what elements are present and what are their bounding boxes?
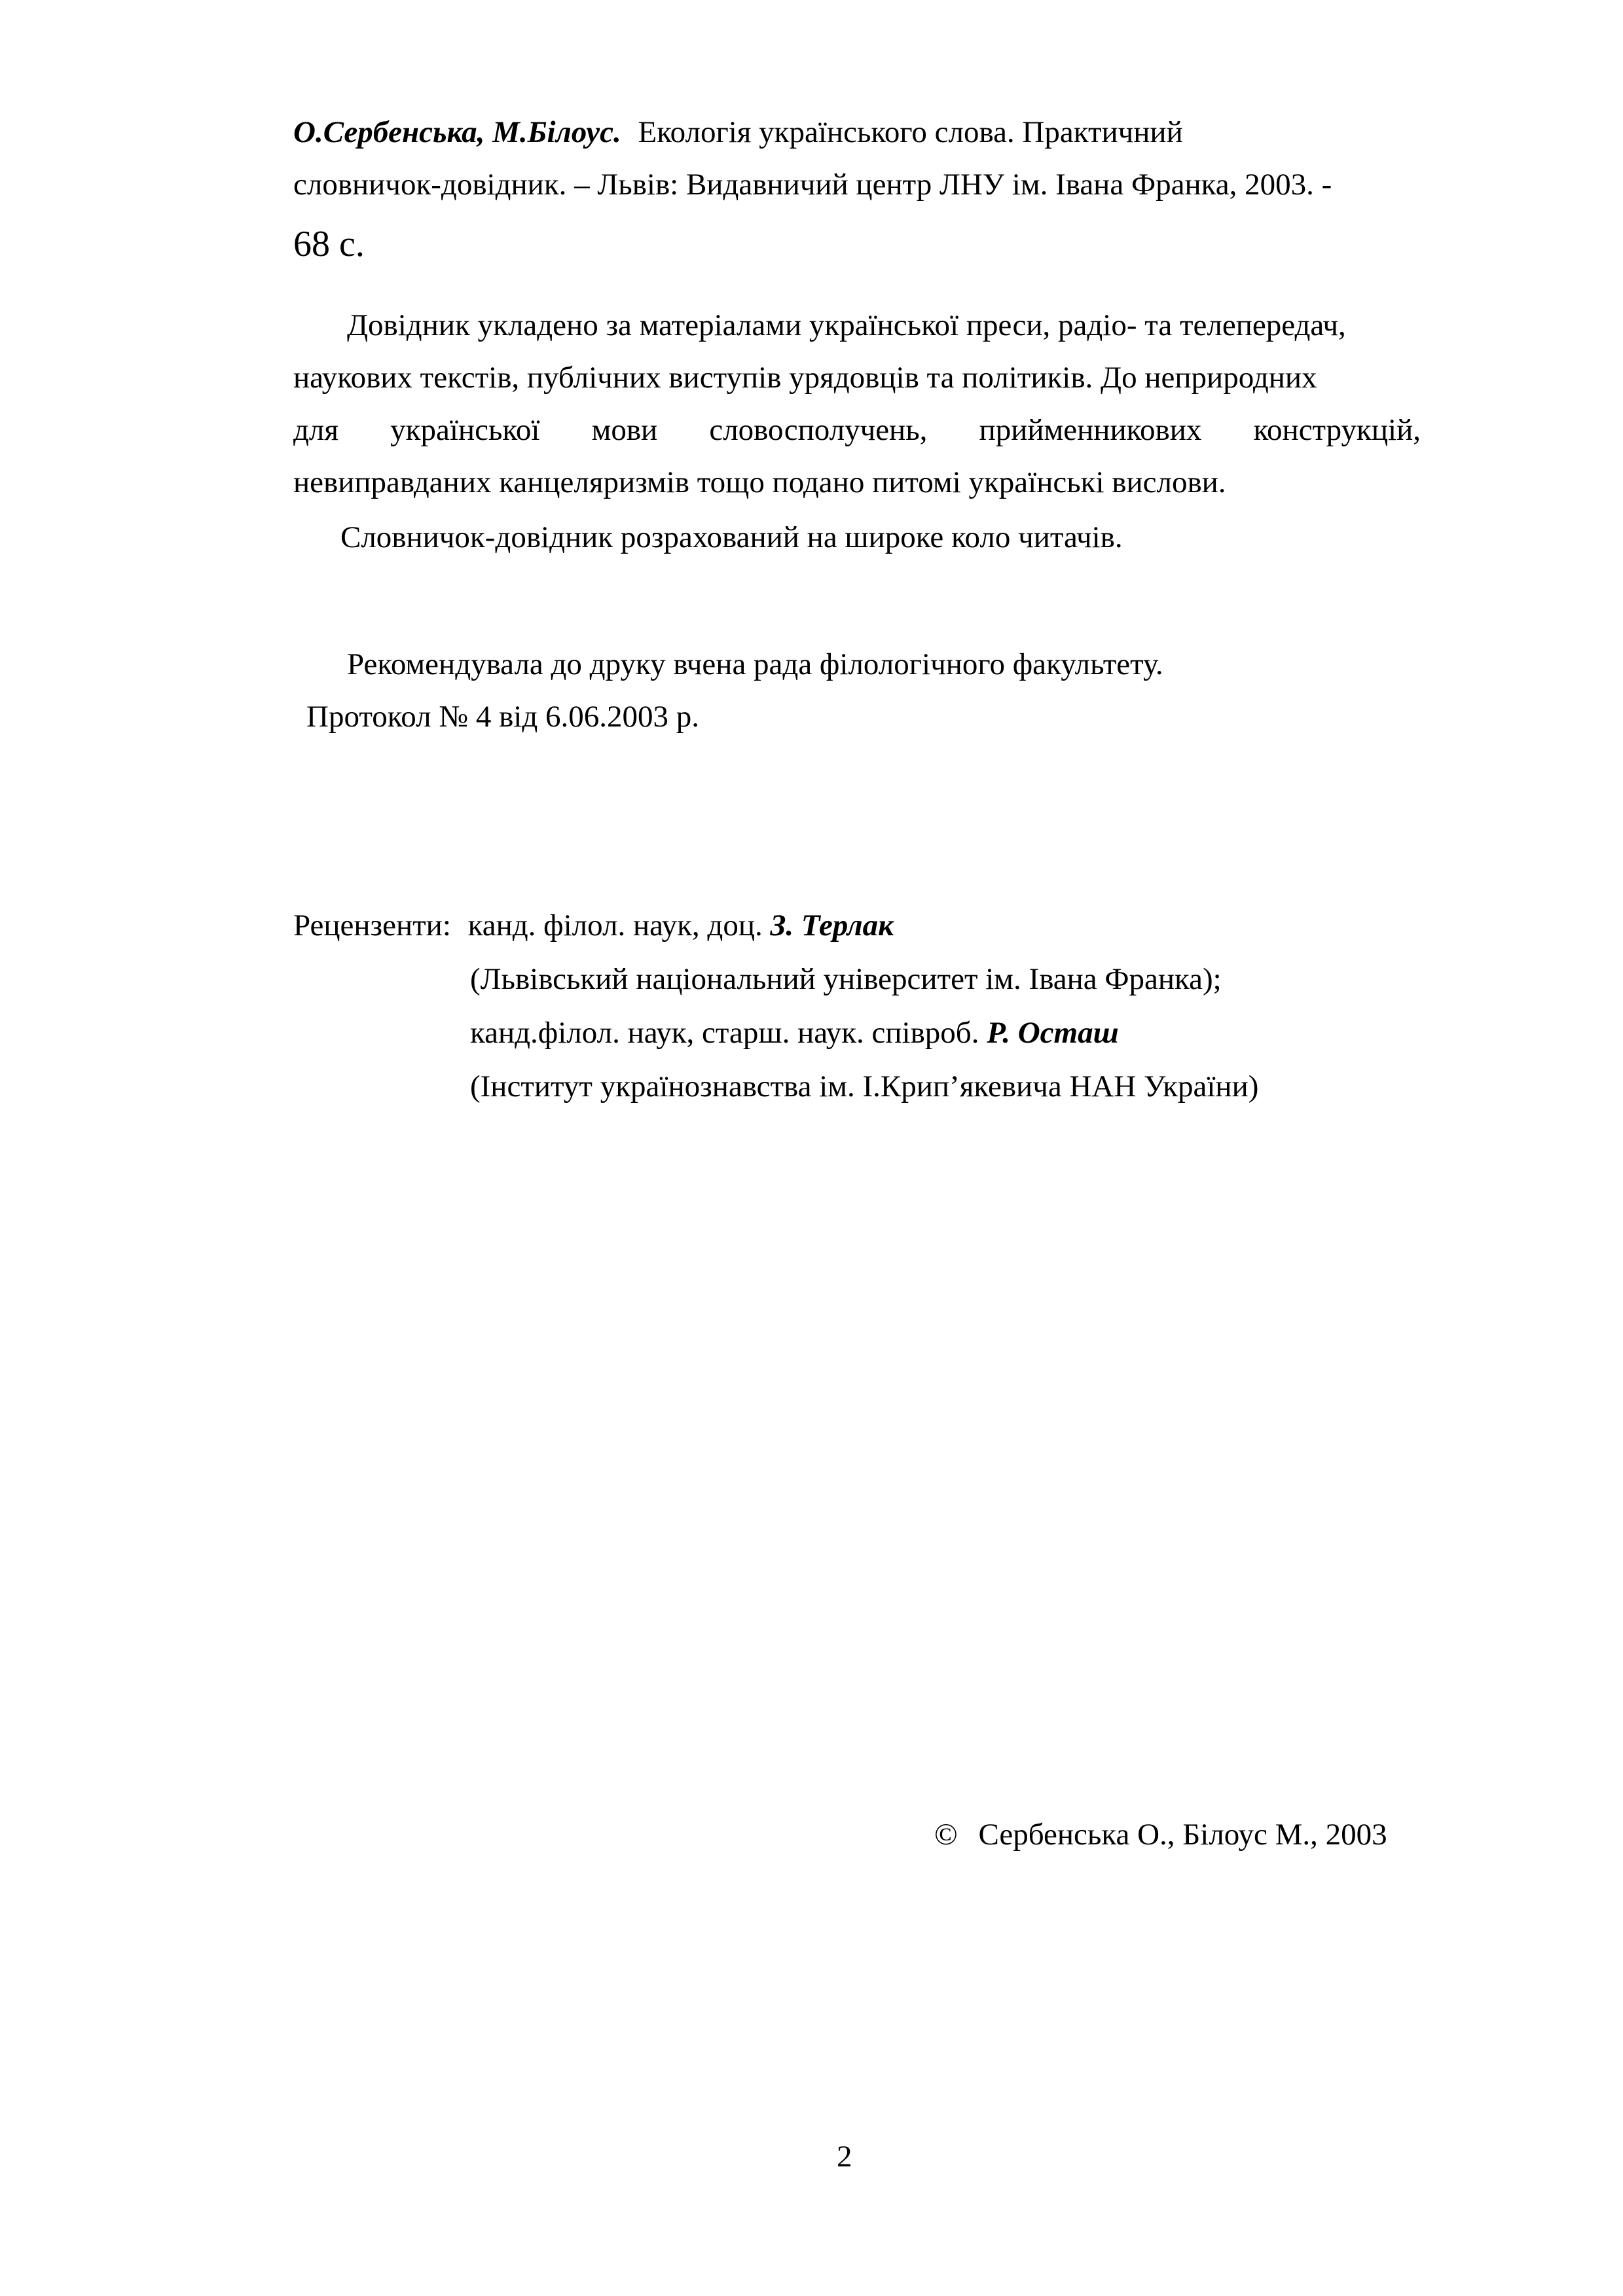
reviewer-1-affiliation: (Львівський національний університет ім. Івана Франка);	[470, 962, 1222, 996]
book-title: Екологія українського слова. Практичний	[638, 115, 1183, 149]
abstract-line-4: невиправданих канцеляризмів тощо подано питомі українські вислови.	[293, 465, 1226, 499]
reviewer-2-line	[470, 1013, 1119, 1052]
reviewer-1-name: З. Терлак	[770, 908, 894, 942]
copyright-text: Сербенська О., Білоус М., 2003	[978, 1818, 1387, 1852]
bibliography-line-1	[293, 113, 1183, 152]
recommendation-line-2: Протокол № 4 від 6.06.2003 р.	[306, 700, 700, 734]
bibliography-line-2: словничок-довідник. – Львів: Видавничий центр ЛНУ ім. Івана Франка, 2003. -	[293, 168, 1332, 202]
reviewer-2-affiliation: (Інститут українознавства ім. І.Крип’якевича НАН України)	[470, 1069, 1259, 1103]
abstract-line-5: Словничок-довідник розрахований на широке коло читачів.	[340, 520, 1123, 554]
abstract-line-2: наукових текстів, публічних виступів урядовців та політиків. До неприродних	[293, 361, 1317, 395]
abstract-line-1: Довідник укладено за матеріалами української преси, радіо- та телепередач,	[347, 308, 1346, 342]
reviewer-2-name: Р. Осташ	[987, 1016, 1119, 1050]
abstract-line-3: для української мови словосполучень, прийменникових конструкцій,	[293, 413, 1421, 447]
recommendation-line-1: Рекомендувала до друку вчена рада філологічного факультету.	[347, 647, 1163, 681]
authors: О.Сербенська, М.Білоус.	[293, 115, 621, 149]
page-count: 68 с.	[293, 224, 365, 264]
copyright-icon: ©	[934, 1818, 958, 1852]
copyright-line	[934, 1815, 1387, 1854]
page-number: 2	[837, 2140, 852, 2174]
reviewers-label: Рецензенти:	[293, 908, 451, 942]
reviewer-2-title: канд.філол. наук, старш. наук. співроб.	[470, 1016, 979, 1050]
reviewer-1-line	[293, 906, 894, 945]
reviewer-1-title: канд. філол. наук, доц.	[467, 908, 763, 942]
